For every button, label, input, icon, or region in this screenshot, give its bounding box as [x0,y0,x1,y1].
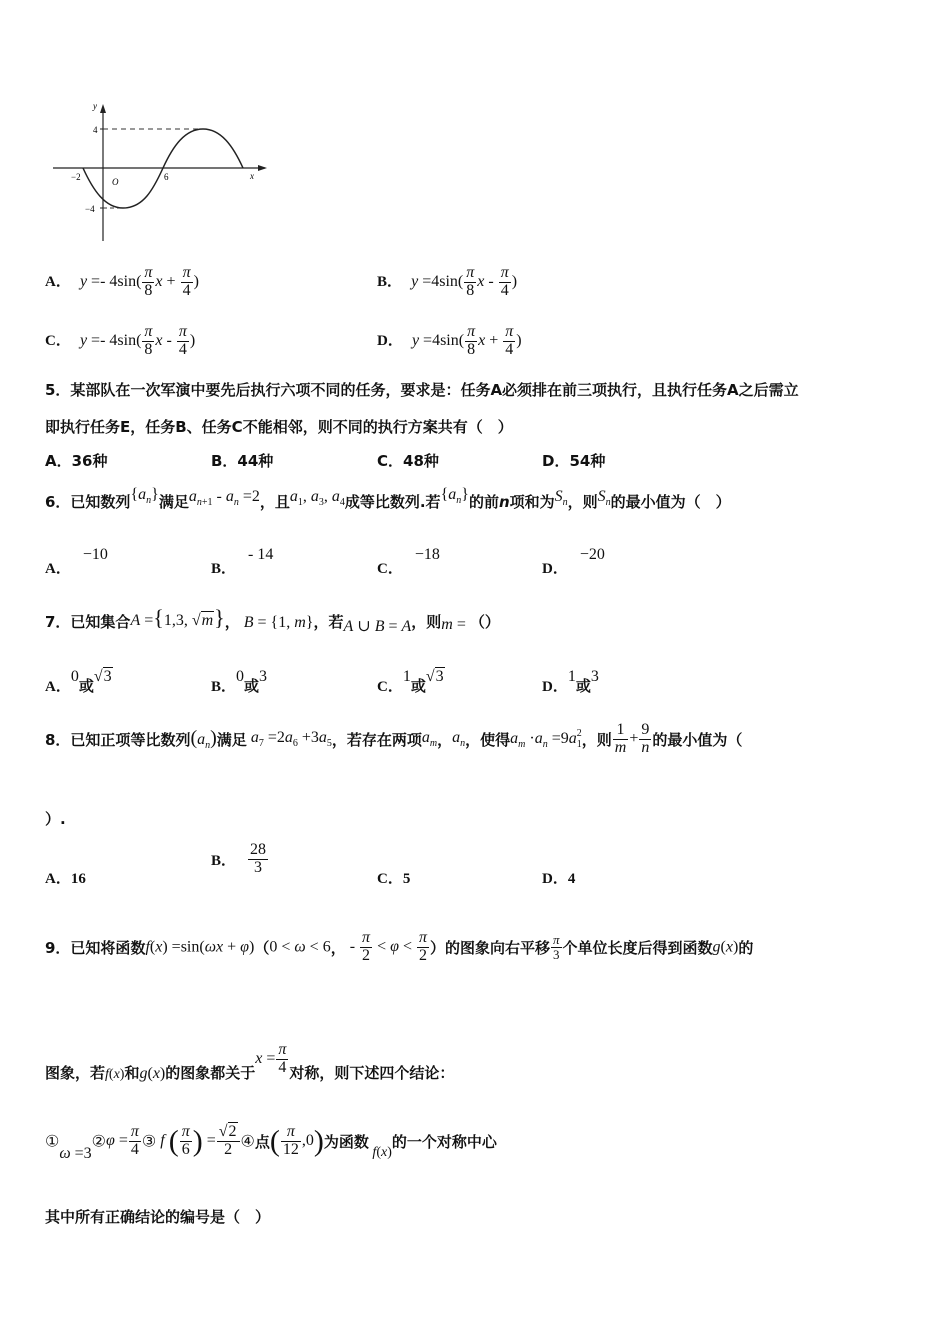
q9-line2: 图象，若f(x)和g(x)的图象都关于x = $\frac{\pi}{4}$ 对称，则下述四个结论： [45,1041,455,1082]
q8-option-b: B． $\frac{28}{3}$ [211,841,267,876]
q6-stem: 6．已知数列$\{a_n\}$满足$a_{n+1} - a_n =2$，且$a_1$, $a_3$, $a_4$成等比数列.若$\{a_n\}$的前n项和为$S_n$，则$S_n$的最小值为（ ） [45,486,731,511]
q7-option-b: B．0或3 [211,668,268,695]
q6-option-c: C．−18 [377,546,440,577]
q8-option-d: D．4 [542,871,576,887]
tick-x-neg: −2 [71,172,81,182]
y-axis-arrow [100,104,106,113]
q6-option-d: D．−20 [542,546,605,577]
q4-option-d-formula: y =4sin( $\frac{\pi}{8}$ x + $\frac{\pi}{4}$ ) [411,323,522,358]
q6-option-a: A．−10 [45,546,108,577]
q4-option-c: C． y =- 4sin( $\frac{\pi}{8}$ x - $\frac{\pi}{4}$ ) [45,323,196,358]
tick-y-min: −4 [85,204,95,214]
q5-line2: 即执行任务E，任务B、任务C不能相邻，则不同的执行方案共有（ ） [45,418,513,436]
q4-option-b-formula: y =4sin( $\frac{\pi}{8}$ x - $\frac{\pi}{4}$ ) [411,264,518,299]
x-axis-arrow [258,165,267,171]
q6-option-b: B．- 14 [211,546,274,577]
q4-option-c-formula: y =- 4sin( $\frac{\pi}{8}$ x - $\frac{\pi}{4}$ ) [79,323,196,358]
q7-stem: 7．已知集合A ={1,3, √m}， B = {1, m}，若A ∪ B = A，则m = （） [45,605,500,635]
y-axis-label: y [93,101,97,111]
q4-option-b: B． y =4sin( $\frac{\pi}{8}$ x - $\frac{\pi}{4}$ ) [377,264,518,299]
q4-option-a: A． y =- 4sin( $\frac{\pi}{8}$ x + $\frac{\pi}{4}$ ) [45,264,199,299]
sine-graph [45,95,275,250]
q8-option-c: C．5 [377,871,411,887]
q4-option-a-formula: y =- 4sin( $\frac{\pi}{8}$ x + $\frac{\pi}{4}$ ) [79,264,199,299]
q7-option-d: D．1或3 [542,668,599,695]
q8-line2: ）. [45,810,66,828]
q5-option-a: A．36种 [45,452,108,470]
q5-option-d: D．54种 [542,452,606,470]
q9-stem: 9．已知将函数f(x) =sin(ωx + φ)（0 < ω < 6， - $\frac{\pi}{2}$ < φ < $\frac{\pi}{2}$ ）的图象向右平移 $\frac{\pi}{3}$ 个单位长度后得到函数g(x)的 [45,929,754,964]
tick-y-max: 4 [93,125,98,135]
q7-option-a: A．0或√3 [45,668,112,695]
q9-conclusions: ①ω =3②φ = $\frac{\pi}{4}$ ③ f ( $\frac{\pi}{6}$ ) = $\frac{√2}{2}$ ④点( $\frac{\pi}{12}$ ,0)为函数 f(x)的一个对称中心 [45,1123,497,1162]
q5-line1: 5．某部队在一次军演中要先后执行六项不同的任务，要求是：任务A必须排在前三项执行，且执行任务A之后需立 [45,381,799,399]
q5-option-b: B．44种 [211,452,274,470]
q4-option-d: D． y =4sin( $\frac{\pi}{8}$ x + $\frac{\pi}{4}$ ) [377,323,522,358]
q7-option-c: C．1或√3 [377,668,444,695]
tick-x-pos: 6 [164,172,169,182]
q5-option-c: C．48种 [377,452,439,470]
x-axis-label: x [250,171,254,181]
q8-stem: 8．已知正项等比数列$(a_n)$满足 $a_7 =2a_6 +3a_5$，若存在两项$a_m$，$a_n$，使得$a_m \cdot a_n =9a^2_1$，则 $\frac{1}{m}$ + $\frac{9}{n}$ 的最小值为（ [45,721,743,756]
q9-final: 其中所有正确结论的编号是（ ） [45,1208,271,1226]
q8-option-a: A．16 [45,871,86,887]
origin-label: O [112,177,119,187]
